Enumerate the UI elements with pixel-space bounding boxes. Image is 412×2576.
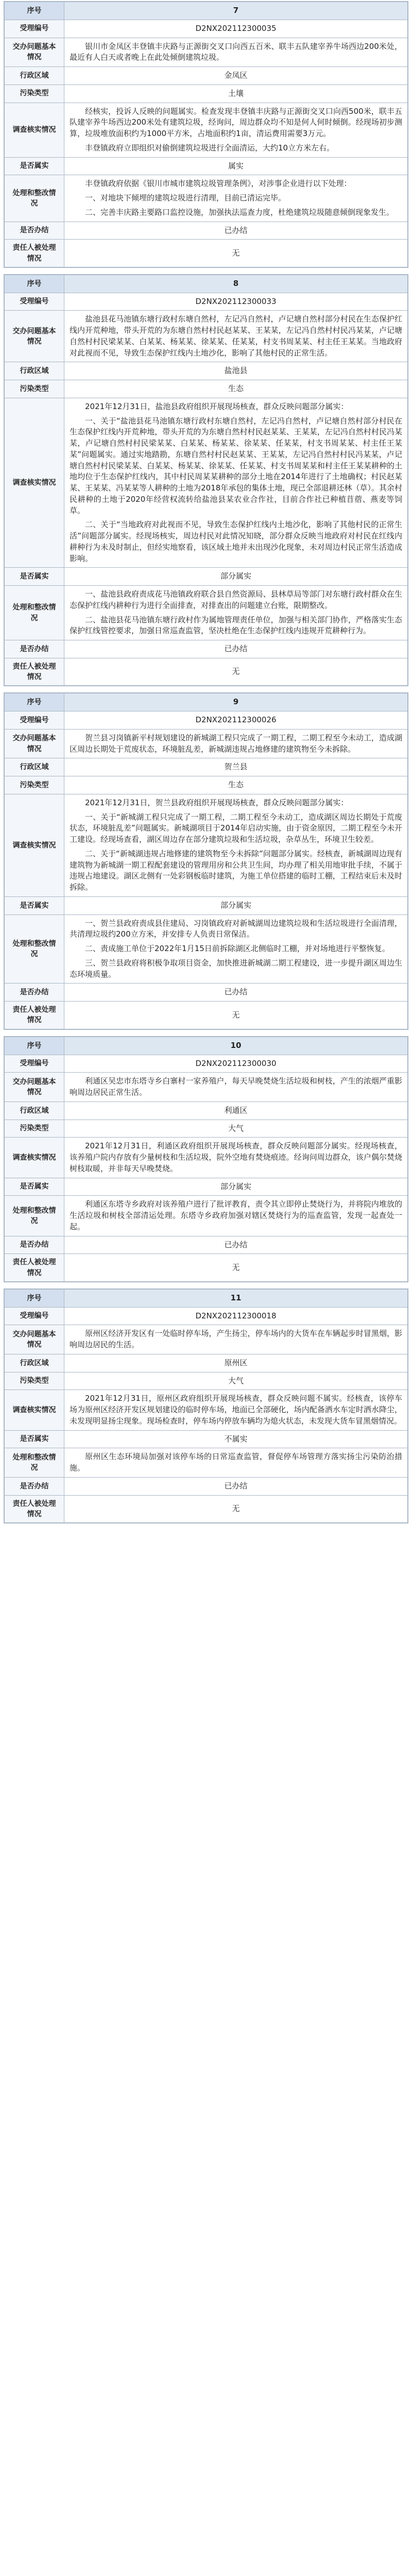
value-ptype: 生态 xyxy=(64,776,408,794)
verify-paragraph: 二、关于“当地政府对此视而不见，导致生态保护红线内土地沙化，影响了其他村民的正常生活”问题部分属实。经现场核实，周边村民对此情况知晓，部分群众反映当地政府对村民在红线内耕种行为未及时制止，但经实地察看，该区域土地并未出现沙化现象，未对周边村民正常生活造成影响。 xyxy=(70,520,402,563)
value-region: 原州区 xyxy=(64,1354,408,1372)
verify-paragraph: 2021年12月31日，贺兰县政府组织开展现场核查，群众反映问题部分属实： xyxy=(85,798,349,807)
row-region xyxy=(5,758,408,776)
basic-paragraph: 原州区经济开发区有一处临时停车场，产生扬尘，停车场内的大货车在车辆起步时冒黑烟，影响周边居民的生活。 xyxy=(70,1329,402,1350)
value-handling xyxy=(64,1448,408,1478)
value-verify xyxy=(64,1138,408,1178)
value-basic xyxy=(64,1325,408,1354)
row-is_true xyxy=(5,568,408,586)
label-done: 是否办结 xyxy=(5,222,64,240)
row-resp xyxy=(5,1495,408,1523)
label-resp: 责任人被处理情况 xyxy=(5,1002,64,1029)
label-handling: 处理和整改情况 xyxy=(5,175,64,222)
label-verify: 调查核实情况 xyxy=(5,1390,64,1430)
label-region: 行政区域 xyxy=(5,1101,64,1120)
label-verify: 调查核实情况 xyxy=(5,1138,64,1178)
case-block xyxy=(4,1,408,268)
label-seq: 序号 xyxy=(5,1289,64,1307)
case-block xyxy=(4,1289,408,1523)
value-done: 已办结 xyxy=(64,640,408,658)
label-basic: 交办问题基本情况 xyxy=(5,38,64,67)
case-table xyxy=(4,693,408,1029)
row-verify xyxy=(5,103,408,157)
label-region: 行政区域 xyxy=(5,1354,64,1372)
label-basic: 交办问题基本情况 xyxy=(5,1325,64,1354)
handling-paragraph: 利通区东塔寺乡政府对该养殖户进行了批评教育，责令其立即停止焚烧行为，并将院内堆放的生活垃圾和树枝全部清运处理。东塔寺乡政府加强对辖区焚烧行为的巡查监管，发现一起查处一起。 xyxy=(70,1199,402,1231)
label-done: 是否办结 xyxy=(5,984,64,1002)
label-handling: 处理和整改情况 xyxy=(5,1448,64,1478)
label-verify: 调查核实情况 xyxy=(5,398,64,568)
row-is_true xyxy=(5,157,408,175)
row-id xyxy=(5,1055,408,1073)
value-is_true: 部分属实 xyxy=(64,568,408,586)
row-basic xyxy=(5,1073,408,1102)
row-is_true xyxy=(5,1430,408,1448)
value-seq: 10 xyxy=(64,1037,408,1055)
value-verify xyxy=(64,398,408,568)
value-region: 金凤区 xyxy=(64,67,408,85)
label-done: 是否办结 xyxy=(5,1477,64,1495)
row-basic xyxy=(5,1325,408,1354)
verify-paragraph: 一、关于“新城湖工程只完成了一期工程，二期工程至今未动工，造成湖区周边长期处于荒废状态，环境脏乱差”问题属实。新城湖项目于2014年启动实施，由于资金原因，二期工程至今未开工建设。经现场查看，湖区周边存在部分建筑垃圾和生活垃圾，杂草丛生，环境卫生较差。 xyxy=(70,812,402,844)
row-handling xyxy=(5,914,408,984)
row-verify xyxy=(5,1390,408,1430)
label-id: 受理编号 xyxy=(5,711,64,730)
value-is_true: 不属实 xyxy=(64,1430,408,1448)
row-region xyxy=(5,362,408,380)
row-ptype xyxy=(5,380,408,398)
value-id: D2NX202112300018 xyxy=(64,1307,408,1325)
label-resp: 责任人被处理情况 xyxy=(5,1254,64,1282)
basic-paragraph: 银川市金凤区丰登镇丰庆路与正源街交叉口向西五百米、联丰五队建宰养牛场西边200米处，最近有人白天或者晚上在此处倾倒建筑垃圾。 xyxy=(70,41,402,62)
case-table xyxy=(4,2,408,267)
label-id: 受理编号 xyxy=(5,1307,64,1325)
label-ptype: 污染类型 xyxy=(5,1120,64,1138)
value-id: D2NX202112300033 xyxy=(64,293,408,311)
handling-paragraph: 丰登镇政府依据《银川市城市建筑垃圾管理条例》，对涉事企业进行以下处理： xyxy=(85,179,352,189)
row-ptype xyxy=(5,1372,408,1390)
row-is_true xyxy=(5,1178,408,1196)
value-seq: 11 xyxy=(64,1289,408,1307)
row-region xyxy=(5,1354,408,1372)
value-handling xyxy=(64,914,408,984)
label-is_true: 是否属实 xyxy=(5,1178,64,1196)
handling-paragraph: 原州区生态环境局加强对该停车场的日常巡查监管，督促停车场管理方落实扬尘污染防治措施。 xyxy=(70,1452,402,1473)
row-done xyxy=(5,984,408,1002)
row-basic xyxy=(5,38,408,67)
label-verify: 调查核实情况 xyxy=(5,103,64,157)
label-is_true: 是否属实 xyxy=(5,1430,64,1448)
value-done: 已办结 xyxy=(64,984,408,1002)
verify-paragraph: 丰登镇政府立即组织对偷倒建筑垃圾进行全面清运，大约10立方米左右。 xyxy=(85,143,335,152)
label-handling: 处理和整改情况 xyxy=(5,1196,64,1236)
basic-paragraph: 利通区吴忠市东塔寺乡白寨村一家养殖户，每天早晚焚烧生活垃圾和树枝，产生的浓烟严重影响周边居民正常生活。 xyxy=(70,1076,402,1097)
value-handling xyxy=(64,175,408,222)
value-done: 已办结 xyxy=(64,1236,408,1254)
row-done xyxy=(5,222,408,240)
row-ptype xyxy=(5,776,408,794)
value-handling xyxy=(64,586,408,640)
handling-paragraph: 二、完善丰庆路主要路口监控设施，加强执法巡查力度，杜绝建筑垃圾随意倾倒现象发生。 xyxy=(85,207,394,217)
row-verify xyxy=(5,1138,408,1178)
value-resp: 无 xyxy=(64,240,408,267)
row-handling xyxy=(5,1196,408,1236)
handling-paragraph: 二、责成施工单位于2022年1月15日前拆除湖区北侧临时工棚，并对场地进行平整恢复。 xyxy=(85,944,390,954)
value-handling xyxy=(64,1196,408,1236)
row-id xyxy=(5,1307,408,1325)
value-id: D2NX202112300030 xyxy=(64,1055,408,1073)
value-region: 盐池县 xyxy=(64,362,408,380)
handling-paragraph: 三、贺兰县政府将积极争取项目资金，加快推进新城湖二期工程建设，进一步提升湖区周边生态环境质量。 xyxy=(70,958,402,979)
row-id xyxy=(5,293,408,311)
label-seq: 序号 xyxy=(5,1037,64,1055)
value-resp: 无 xyxy=(64,1495,408,1523)
label-is_true: 是否属实 xyxy=(5,896,64,914)
value-resp: 无 xyxy=(64,658,408,686)
value-resp: 无 xyxy=(64,1002,408,1029)
label-verify: 调查核实情况 xyxy=(5,794,64,896)
value-basic xyxy=(64,311,408,362)
verify-paragraph: 一、关于“盐池县花马池镇东塘行政村东塘自然村，左记冯自然村，卢记塘自然村部分村民在生态保护红线内开荒种地，带头开荒的为东塘自然村村民赵某某、王某某，左记冯自然村村民冯某某，卢记塘自然村村民梁某某、白某某、杨某某、徐某某、任某某，村支书周某某、村主任王某某”问题属实。通过实地踏勘，东塘自然村村民赵某某、王某某，左记冯自然村村民冯某某，卢记塘自然村村民梁某某、白某某、杨某某、徐某某、任某某、村支书周某某和村主任王某某耕种的土地均位于生态保护红线内，其中村民周某某耕种的部分土地在2014年进行了土地确权；村民赵某某、王某某、冯某某等人耕种的土地为2018年承包的集体土地，现已全部退耕还林（草）。其余村民耕种的土地于2020年经营权流转给盐池县某农业合作社，目前合作社已种植苜蓿、燕麦等饲草。 xyxy=(70,416,402,515)
row-seq xyxy=(5,1289,408,1307)
label-id: 受理编号 xyxy=(5,1055,64,1073)
value-is_true: 部分属实 xyxy=(64,896,408,914)
verify-paragraph: 二、关于“新城湖违规占地修建的建筑物至今未拆除”问题部分属实。经核查，新城湖周边现有建筑物为新城湖一期工程配套建设的管理用房和公共卫生间，均办理了相关用地审批手续，不属于违规占地建设。湖区北侧有一处彩钢板临时建筑，为施工单位搭建的临时工棚，工程结束后未及时拆除。 xyxy=(70,849,402,892)
row-basic xyxy=(5,729,408,758)
value-seq: 8 xyxy=(64,275,408,293)
row-handling xyxy=(5,586,408,640)
row-seq xyxy=(5,275,408,293)
row-basic xyxy=(5,311,408,362)
handling-paragraph: 一、盐池县政府责成花马池镇政府联合县自然资源局、县林草局等部门对东塘行政村群众在生态保护红线内耕种行为进行全面排查，对排查出的问题建立台账，限期整改。 xyxy=(70,589,402,610)
value-id: D2NX202112300026 xyxy=(64,711,408,730)
case-block xyxy=(4,274,408,687)
value-is_true: 部分属实 xyxy=(64,1178,408,1196)
label-id: 受理编号 xyxy=(5,293,64,311)
value-basic xyxy=(64,1073,408,1102)
label-region: 行政区域 xyxy=(5,67,64,85)
label-resp: 责任人被处理情况 xyxy=(5,240,64,267)
label-handling: 处理和整改情况 xyxy=(5,914,64,984)
case-table xyxy=(4,1037,408,1282)
verify-paragraph: 经核实，投诉人反映的问题属实。检查发现丰登镇丰庆路与正源街交叉口向西500米，联丰五队建宰养牛场西边200米处有建筑垃圾，经询问，周边群众均不知是何人何时倾倒。经现场初步测算，垃圾堆放面积约为1000平方米，占地面积约1亩，清运费用需要3万元。 xyxy=(70,106,402,138)
value-done: 已办结 xyxy=(64,1477,408,1495)
row-id xyxy=(5,711,408,730)
label-is_true: 是否属实 xyxy=(5,568,64,586)
label-id: 受理编号 xyxy=(5,20,64,38)
label-is_true: 是否属实 xyxy=(5,157,64,175)
label-region: 行政区域 xyxy=(5,758,64,776)
value-ptype: 生态 xyxy=(64,380,408,398)
label-ptype: 污染类型 xyxy=(5,776,64,794)
value-id: D2NX202112300035 xyxy=(64,20,408,38)
value-seq: 9 xyxy=(64,693,408,711)
case-table xyxy=(4,1289,408,1523)
row-seq xyxy=(5,693,408,711)
basic-paragraph: 贺兰县习岗镇新平村规划建设的新城湖工程只完成了一期工程，二期工程至今未动工，造成湖区周边长期处于荒废状态，环境脏乱差，新城湖违规占地修建的建筑物至今未拆除。 xyxy=(70,733,402,754)
case-block xyxy=(4,1036,408,1282)
row-ptype xyxy=(5,84,408,103)
verify-paragraph: 2021年12月31日，利通区政府组织开展现场核查，群众反映问题部分属实。经现场核查，该养殖户院内存放有少量树枝和生活垃圾，院外空地有焚烧痕迹。经询问周边群众，该户偶尔焚烧树枝取暖，并非每天早晚焚烧。 xyxy=(70,1141,402,1173)
row-resp xyxy=(5,1002,408,1029)
row-done xyxy=(5,1477,408,1495)
label-region: 行政区域 xyxy=(5,362,64,380)
row-handling xyxy=(5,175,408,222)
row-handling xyxy=(5,1448,408,1478)
row-region xyxy=(5,67,408,85)
value-resp: 无 xyxy=(64,1254,408,1282)
row-seq xyxy=(5,2,408,20)
row-seq xyxy=(5,1037,408,1055)
label-seq: 序号 xyxy=(5,2,64,20)
label-resp: 责任人被处理情况 xyxy=(5,658,64,686)
value-verify xyxy=(64,103,408,157)
label-seq: 序号 xyxy=(5,693,64,711)
label-done: 是否办结 xyxy=(5,640,64,658)
row-resp xyxy=(5,658,408,686)
row-region xyxy=(5,1101,408,1120)
value-region: 贺兰县 xyxy=(64,758,408,776)
label-ptype: 污染类型 xyxy=(5,380,64,398)
value-basic xyxy=(64,729,408,758)
verify-paragraph: 2021年12月31日，原州区政府组织开展现场核查，群众反映问题不属实。经核查，该停车场为原州区经济开发区规划建设的临时停车场，地面已全部硬化，场内配备洒水车定时洒水降尘，未发现明显扬尘现象。现场检查时，停车场内停放车辆均为熄火状态，未发现大货车冒黑烟情况。 xyxy=(70,1394,402,1426)
row-done xyxy=(5,640,408,658)
value-ptype: 大气 xyxy=(64,1120,408,1138)
handling-paragraph: 一、贺兰县政府责成县住建局、习岗镇政府对新城湖周边建筑垃圾和生活垃圾进行全面清理，共清理垃圾约200立方米，并安排专人负责日常保洁。 xyxy=(70,918,402,939)
row-resp xyxy=(5,240,408,267)
row-is_true xyxy=(5,896,408,914)
value-basic xyxy=(64,38,408,67)
label-handling: 处理和整改情况 xyxy=(5,586,64,640)
value-verify xyxy=(64,1390,408,1430)
handling-paragraph: 一、对地块下倾埋的建筑垃圾进行清理，目前已清运完毕。 xyxy=(85,193,286,202)
row-ptype xyxy=(5,1120,408,1138)
value-is_true: 属实 xyxy=(64,157,408,175)
label-resp: 责任人被处理情况 xyxy=(5,1495,64,1523)
value-done: 已办结 xyxy=(64,222,408,240)
value-ptype: 大气 xyxy=(64,1372,408,1390)
label-done: 是否办结 xyxy=(5,1236,64,1254)
case-table xyxy=(4,275,408,686)
row-verify xyxy=(5,398,408,568)
case-block xyxy=(4,692,408,1029)
handling-paragraph: 二、盐池县花马池镇东塘行政村作为属地管理责任单位，加强与相关部门协作，严格落实生态保护红线管控要求，加强日常巡查监管，坚决杜绝在生态保护红线内违规开荒耕种行为。 xyxy=(70,615,402,636)
label-ptype: 污染类型 xyxy=(5,1372,64,1390)
value-seq: 7 xyxy=(64,2,408,20)
row-resp xyxy=(5,1254,408,1282)
row-verify xyxy=(5,794,408,896)
label-seq: 序号 xyxy=(5,275,64,293)
label-ptype: 污染类型 xyxy=(5,84,64,103)
row-done xyxy=(5,1236,408,1254)
basic-paragraph: 盐池县花马池镇东塘行政村东塘自然村，左记冯自然村，卢记塘自然村部分村民在生态保护红线内开荒种地，带头开荒的为东塘自然村村民赵某某、王某某，左记冯自然村村民冯某某，卢记塘自然村村民梁某某、白某某、杨某某、徐某某、任某某，村支书周某某、村主任王某某。当地政府对此视而不见，导致生态保护红线内土地沙化，影响了其他村民的正常生活。 xyxy=(70,314,402,358)
value-region: 利通区 xyxy=(64,1101,408,1120)
verify-paragraph: 2021年12月31日，盐池县政府组织开展现场核查，群众反映问题部分属实： xyxy=(85,401,349,411)
value-verify xyxy=(64,794,408,896)
label-basic: 交办问题基本情况 xyxy=(5,1073,64,1102)
label-basic: 交办问题基本情况 xyxy=(5,311,64,362)
label-basic: 交办问题基本情况 xyxy=(5,729,64,758)
value-ptype: 土壤 xyxy=(64,84,408,103)
row-id xyxy=(5,20,408,38)
